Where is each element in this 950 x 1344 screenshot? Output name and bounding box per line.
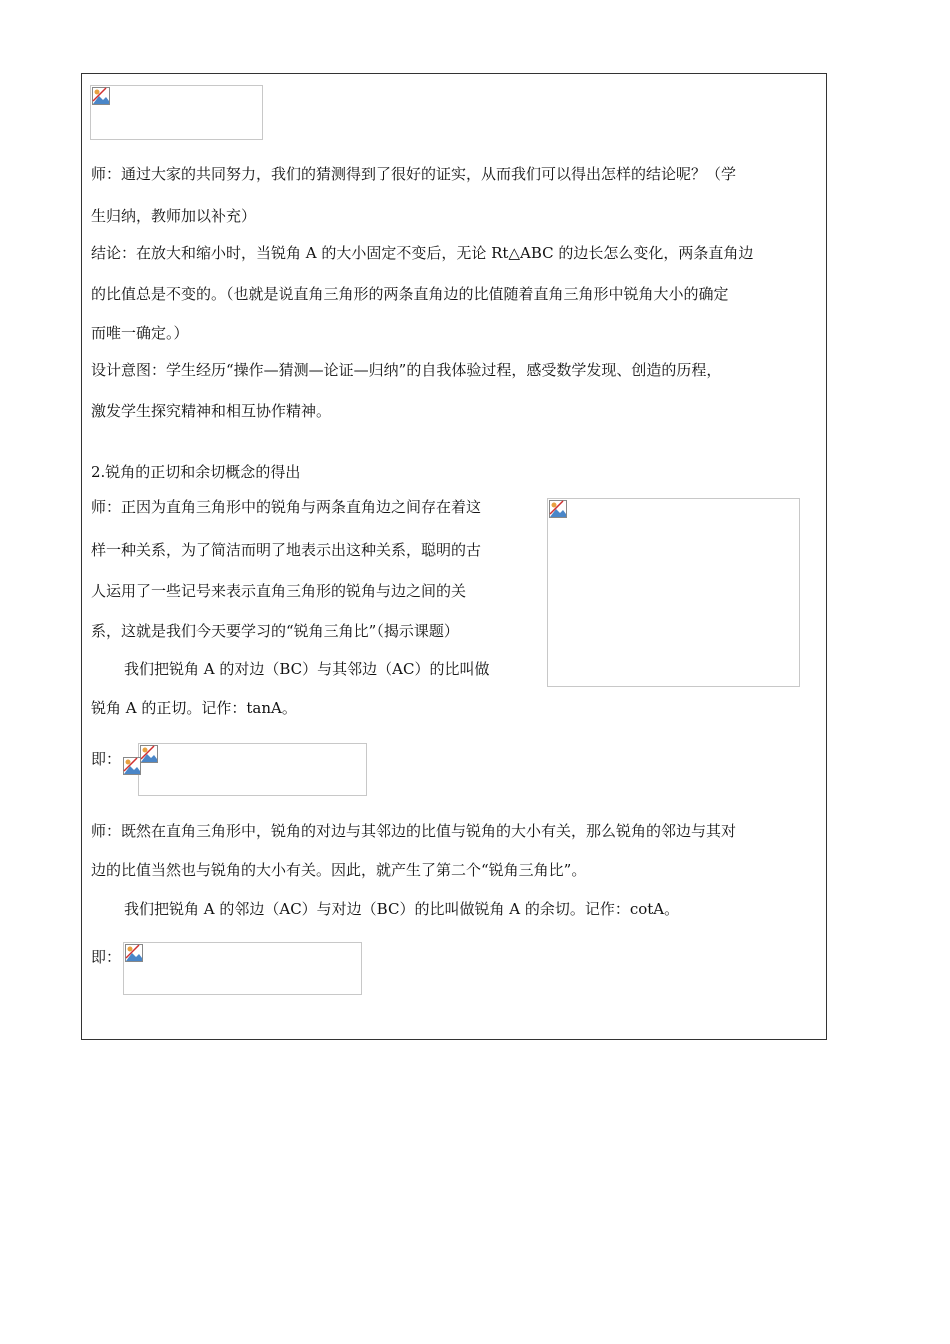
image-placeholder-figure — [547, 498, 800, 687]
image-placeholder-tan-formula — [138, 743, 367, 796]
paragraph-line: 师：既然在直角三角形中，锐角的对边与其邻边的比值与锐角的大小有关，那么锐角的邻边与其对 — [91, 822, 737, 840]
broken-image-icon — [549, 500, 567, 518]
paragraph-line: 设计意图：学生经历“操作—猜测—论证—归纳”的自我体验过程，感受数学发现、创造的历程， — [91, 361, 722, 379]
paragraph-line: 锐角 A 的正切。记作：tanA。 — [91, 699, 297, 717]
broken-image-icon — [125, 944, 143, 962]
image-placeholder-1 — [90, 85, 263, 140]
broken-image-icon — [140, 745, 158, 763]
ji-label: 即： — [91, 750, 122, 768]
ji-label: 即： — [91, 948, 122, 966]
paragraph-line: 生归纳，教师加以补充） — [91, 207, 257, 225]
paragraph-line: 我们把锐角 A 的邻边（AC）与对边（BC）的比叫做锐角 A 的余切。记作：cotA。 — [124, 900, 680, 918]
paragraph-line: 系，这就是我们今天要学习的“锐角三角比”（揭示课题） — [91, 622, 459, 640]
paragraph-line: 边的比值当然也与锐角的大小有关。因此，就产生了第二个“锐角三角比”。 — [91, 861, 587, 879]
paragraph-line: 我们把锐角 A 的对边（BC）与其邻边（AC）的比叫做 — [124, 660, 490, 678]
paragraph-line: 的比值总是不变的。（也就是说直角三角形的两条直角边的比值随着直角三角形中锐角大小的确定 — [91, 285, 729, 303]
paragraph-line: 师：正因为直角三角形中的锐角与两条直角边之间存在着这 — [91, 498, 482, 516]
paragraph-line: 而唯一确定。） — [91, 324, 189, 342]
paragraph-line: 激发学生探究精神和相互协作精神。 — [91, 402, 332, 420]
paragraph-line: 人运用了一些记号来表示直角三角形的锐角与边之间的关 — [91, 582, 467, 600]
paragraph-line: 样一种关系，为了简洁而明了地表示出这种关系，聪明的古 — [91, 541, 482, 559]
broken-image-icon — [123, 757, 141, 775]
section-heading: 2.锐角的正切和余切概念的得出 — [91, 463, 301, 481]
paragraph-line: 结论：在放大和缩小时，当锐角 A 的大小固定不变后，无论 Rt△ABC 的边长怎么变化，两条直角边 — [91, 244, 754, 262]
broken-image-icon — [92, 87, 110, 105]
image-placeholder-cot-formula — [123, 942, 362, 995]
paragraph-line: 师：通过大家的共同努力，我们的猜测得到了很好的证实，从而我们可以得出怎样的结论呢？（学 — [91, 165, 737, 183]
